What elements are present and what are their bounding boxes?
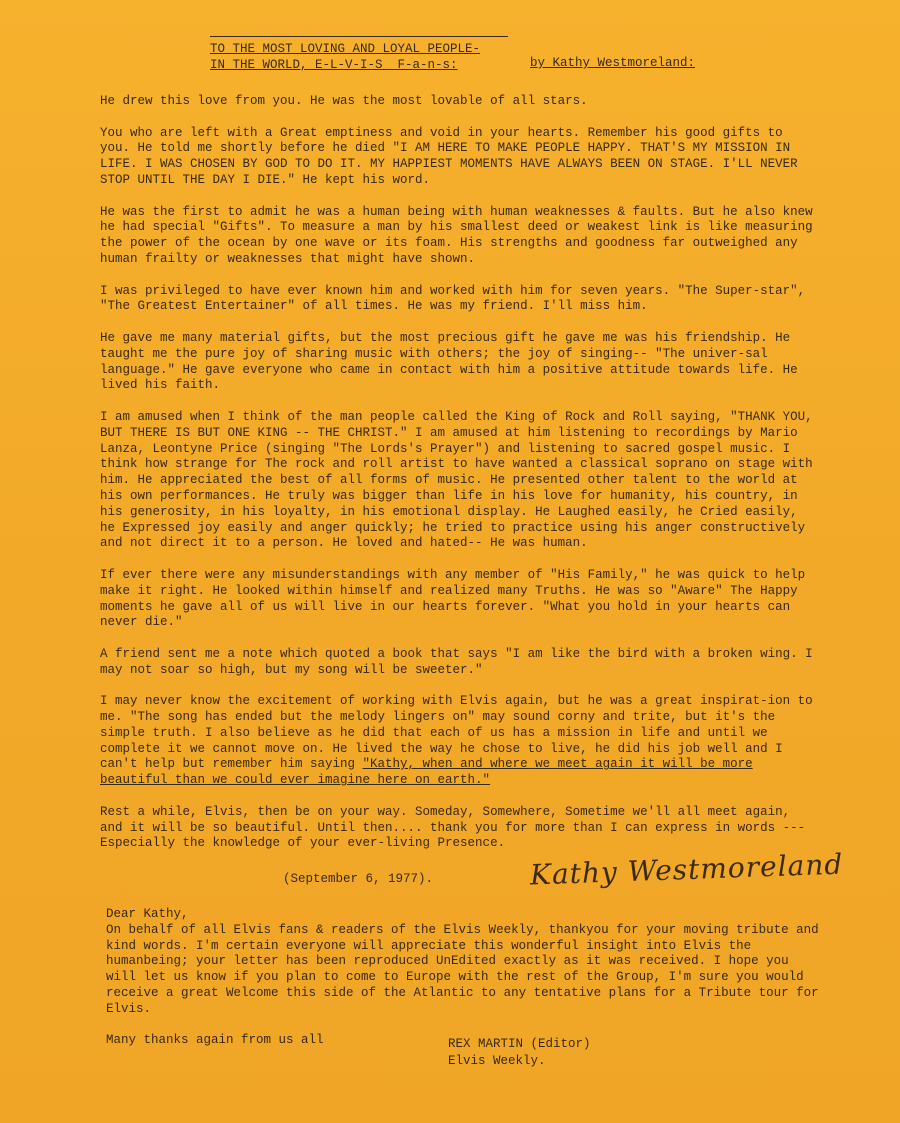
editor-reply bbox=[106, 907, 826, 1049]
header-rule bbox=[210, 36, 508, 37]
letter-body bbox=[100, 94, 820, 868]
paragraph-8: A friend sent me a note which quoted a book that says "I am like the bird with a broken wing. I may not soar so high, but my song will be sweeter." bbox=[100, 646, 813, 677]
reply-closing: Many thanks again from us all bbox=[106, 1033, 324, 1048]
paragraph-10: Rest a while, Elvis, then be on your way. Someday, Somewhere, Sometime we'll all meet again, and it will be so beautiful. Until then.... thank you for more than I can express in words --- Especially the knowledge of your ever-living Presence. bbox=[100, 804, 806, 851]
reply-body: On behalf of all Elvis fans & readers of the Elvis Weekly, thankyou for your moving tribute and kind words. I'm certain everyone will appreciate this wonderful insight into Elvis the humanbeing; your letter has been reproduced UnEdited exactly as it was received. I hope you will let us know if you plan to come to Europe with the rest of the Group, I'm sure you would receive a great Welcome this side of the Atlantic to any tentative plans for a Tribute tour for Elvis. bbox=[106, 922, 819, 1016]
paragraph-6: I am amused when I think of the man people called the King of Rock and Roll saying, "THANK YOU, BUT THERE IS BUT ONE KING -- THE CHRIST." I am amused at him listening to recordings by Mario Lanza, Leontyne Price (singing "The Lords's Prayer") and listening to sacred gospel music. I think how strange for The rock and roll artist to have wanted a classical soprano on stage with him. He appreciated the best of all forms of music. He presented other talent to the world at his own performances. He truly was bigger than life in his love for humanity, his country, in his generosity, in his loyalty, in his emotional display. He Laughed easily, he Cried easily, he Expressed joy easily and anger quickly; he tried to practice using his anger constructively and not direct it to a person. He loved and hated-- He was human. bbox=[100, 409, 813, 551]
paragraph-9 bbox=[100, 694, 820, 789]
publication-name: Elvis Weekly. bbox=[448, 1054, 546, 1068]
reply-salutation: Dear Kathy, bbox=[106, 907, 189, 921]
letter-date: (September 6, 1977). bbox=[283, 872, 434, 886]
letter-header bbox=[210, 36, 508, 73]
handwritten-signature: Kathy Westmoreland bbox=[529, 847, 844, 892]
paragraph-9-underlined-quote: "Kathy, when and where we meet again it will be more beautiful than we could ever imagine here on earth." bbox=[100, 757, 753, 788]
paragraph-7: If ever there were any misunderstandings with any member of "His Family," he was quick to help make it right. He looked within himself and realized many Truths. He was so "Aware" The Happy moments he gave all of us will live in our hearts forever. "What you hold in your hearts can never die." bbox=[100, 567, 806, 630]
paragraph-5: He gave me many material gifts, but the most precious gift he gave me was his friendship. He taught me the pure joy of sharing music with others; the joy of singing-- "The univer-sal language." He gave everyone who came in contact with him a positive attitude towards life. He lived his faith. bbox=[100, 330, 798, 393]
paragraph-2: You who are left with a Great emptiness and void in your hearts. Remember his good gifts to you. He told me shortly before he died "I AM HERE TO MAKE PEOPLE HAPPY. THAT'S MY MISSION IN LIFE. I WAS CHOSEN BY GOD TO DO IT. MY HAPPIEST MOMENTS HAVE ALWAYS BEEN ON STAGE. I'LL NEVER STOP UNTIL THE DAY I DIE." He kept his word. bbox=[100, 125, 798, 187]
paragraph-9-text: I may never know the excitement of working with Elvis again, but he was a great inspirat-ion to me. "The song has ended but the melody lingers on" may sound corny and trite, but it's the simple truth. I also believe as he did that each of us has a mission in life and until we complete it we cannot move on. He lived the way he chose to live, he did his job well and I can't help but remember him saying bbox=[100, 694, 813, 772]
paragraph-1: He drew this love from you. He was the most lovable of all stars. bbox=[100, 94, 588, 108]
editor-name: REX MARTIN (Editor) bbox=[448, 1037, 591, 1051]
byline: by Kathy Westmoreland: bbox=[530, 56, 696, 70]
paragraph-3: He was the first to admit he was a human being with human weaknesses & faults. But he also knew he had special "Gifts". To measure a man by his smallest deed or weakest link is like measuring the power of the ocean by one wave or its foam. His strengths and goodness far outweighed any human frailty or weaknesses that might have shown. bbox=[100, 204, 813, 266]
header-title-line-2: IN THE WORLD, E-L-V-I-S F-a-n-s: bbox=[210, 58, 458, 72]
paragraph-4: I was privileged to have ever known him and worked with him for seven years. "The Super-star", "The Greatest Entertainer" of all times. He was my friend. I'll miss him. bbox=[100, 283, 806, 314]
header-title-line-1: TO THE MOST LOVING AND LOYAL PEOPLE- bbox=[210, 42, 481, 56]
editor-signature-block bbox=[448, 1036, 591, 1070]
